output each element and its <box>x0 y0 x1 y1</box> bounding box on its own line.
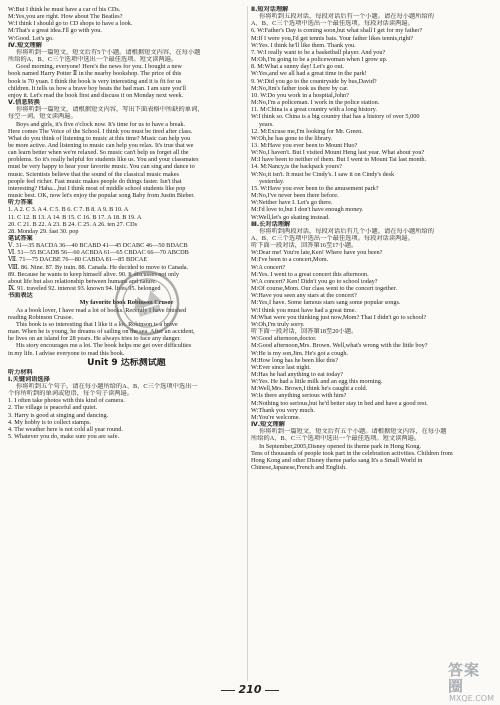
left-column-line: 笔试答案 <box>8 235 33 242</box>
right-column-line: 12. M:Excuse me,I'm looking for Mr. Green. <box>251 127 363 135</box>
left-column-line: man. When he is young, he dreams of sailing on the sea. After an accident, <box>8 328 195 336</box>
right-column-line: W:I think you must have had a great time. <box>251 306 357 314</box>
right-column-line: W:Is there anything serious with him? <box>251 392 347 400</box>
right-column-line: yesterday. <box>259 177 285 185</box>
right-column-line: M:What were you thinking just now,Mom? That I didn't go to school? <box>251 313 427 321</box>
right-column-line: M:You're welcome. <box>251 413 301 421</box>
left-column-line: Here comes The Voice of the School. I think you must be tired after class. <box>8 127 193 135</box>
right-column-line: 9. W:Did you go to the countryside by bus,David? <box>251 77 377 85</box>
right-column-line: A、B、C三个选项中选出一个最佳选项。每段对话读两遍。 <box>251 235 414 242</box>
right-column-line: Ⅱ.短对话理解 <box>251 6 289 13</box>
left-column-line: M:Yes,you are right. How about The Beatles? <box>8 13 123 21</box>
right-column-line: 7. W:I really want to be a basketball player. And you? <box>251 48 386 56</box>
page-number-text: 210 <box>238 683 262 696</box>
left-column-line: Ⅴ. 31—35 BACDA 36—40 BCABD 41—45 DCABC 46—50 BDACB <box>8 242 188 250</box>
left-column-line: Boys and girls, it's five o'clock now. It's time for us to have a break. <box>16 120 186 128</box>
left-column-line: Unit 9 达标测试题 <box>87 357 166 368</box>
right-column-line: W:He is my son,Jim. He's got a cough. <box>251 349 349 357</box>
left-column-line: 每空一词。短文读两遍。 <box>8 113 77 121</box>
left-column-line: music. Scientists believe that the sound of the classical music makes <box>8 170 179 178</box>
right-column-line: Hong Kong and other Disney theme parks sang It's a Small World in <box>251 456 423 464</box>
right-column-line: W:No,it isn't. It must be Cindy's. I saw it on Cindy's desk <box>251 170 395 178</box>
left-column-line: 1. A 2. C 3. A 4. C 5. B 6. C 7. B 8. A 9. B 10. A <box>8 206 129 214</box>
right-column-line: Ⅳ.短文理解 <box>251 421 285 429</box>
right-column-line: W:A concert? <box>251 263 286 271</box>
left-column-line: Ⅳ.短文理解 <box>8 41 42 49</box>
right-column-line: M:I've been to a concert,Mom. <box>251 256 329 264</box>
right-column-line: 8. M:What a sunny day! Let's go out. <box>251 63 344 71</box>
right-column-line: M:Well,Mrs. Brown,I think he's caught a cold. <box>251 385 368 393</box>
right-column-line: M:Oh,I'm going to be a policewoman when I grow up. <box>251 56 388 64</box>
right-column-line: W:Thank you very much. <box>251 406 315 414</box>
right-column-line: 11. M:China is a great country with a long history. <box>251 106 377 114</box>
left-column-line: 28. Monday 29. fast 30. pop <box>8 227 79 235</box>
right-column-line: years. <box>259 120 274 128</box>
column-divider <box>247 6 248 681</box>
site-watermark <box>448 661 494 703</box>
right-column-line: 10. W:Do you work in a hospital,John? <box>251 91 349 99</box>
right-column-line: 听下面一段对话，回答第18至20小题。 <box>251 328 358 336</box>
right-column-line: W:Neither have I. Let's go there. <box>251 199 333 207</box>
left-column-line: 个你所听到的单词或短语，每个句子读两遍。 <box>8 390 133 398</box>
right-column-line: W:Yes,and we all had a great time in the park! <box>251 70 367 78</box>
right-column-line: M:Yes,I have. Some famous stars sang some popular songs. <box>251 299 401 307</box>
right-column-line: M:No,I've never been there before. <box>251 192 339 200</box>
right-column-line: M:I have been to neither of them. But I went to Mount Tai last month. <box>251 156 427 164</box>
right-column-line: M:No,Jim's father took us there by car. <box>251 84 349 92</box>
right-column-line: In September,2005,Disney opened its theme park in Hong Kong. <box>259 442 422 450</box>
right-column-line: 14. M:Nancy,is the backpack yours? <box>251 163 342 171</box>
left-column-line: music best. OK, now let's enjoy the popular song Baby from Justin Bieber. <box>8 192 195 200</box>
left-column-line: M:That's a great idea.I'll go with you. <box>8 27 102 35</box>
left-column-line: 20. C 21. B 22. A 23. B 24. C 25. A 26. ten 27. CDs <box>8 220 138 228</box>
right-column-line: W:A concert? Ken! Didn't you go to school today? <box>251 277 378 285</box>
right-column-line: 15. W:Have you ever been to the amusement park? <box>251 184 379 192</box>
right-column-line: A、B、C三个选项中选出一个最佳选项。每段对话读两遍。 <box>251 20 414 28</box>
right-column-line: 听下面一段对话，回答第16至17小题。 <box>251 242 358 250</box>
right-column-line: 你将听到五段对话，每段对话后有一个小题。请在每小题所给的 <box>259 13 434 21</box>
right-column-line: Chinese,Japanese,French and English. <box>251 464 347 471</box>
right-column <box>251 6 492 471</box>
left-column-line: 你将听到一篇短文，短文后有5个小题。请根据短文内容，在每小题 <box>16 48 201 56</box>
right-column-line: Ⅲ.长对话理解 <box>251 220 291 228</box>
right-column-line: 你将听到一篇短文，短文后有五个小题。请根据短文内容，在每小题 <box>259 428 447 436</box>
left-column-line: can learn better when we're relaxed. So music can't help us forget all the <box>8 149 189 157</box>
left-column-line: people feel richer. Fast music makes people do things faster. Isn't that <box>8 177 182 185</box>
watermark-url: MXQE.COM <box>448 694 494 703</box>
left-column-line: interesting? Haha...,but I think most of middle school students like pop <box>8 184 186 192</box>
left-column-line: His story encourages me a lot. The book helps me get over difficulties <box>16 342 192 350</box>
left-column-line: 2. The village is peaceful and quiet. <box>8 404 98 412</box>
left-column-line: My favorite book Robinson Crusoe <box>79 299 174 307</box>
left-column-line: 听力答案 <box>8 199 33 207</box>
left-column-line: As a book lover, I have read a lot of books. Recently I have finished <box>16 306 187 314</box>
left-column-line: 5. Whatever you do, make sure you are safe. <box>8 433 120 441</box>
right-column-line: W:Well,let's go skating instead. <box>251 213 330 221</box>
left-column-line: 4. My hobby is to collect stamps. <box>8 418 91 426</box>
right-column-line: W:Yes. I think he'll like them. Thank you. <box>251 41 356 49</box>
left-column-line: Ⅰ.关键词语选择 <box>8 375 50 383</box>
right-column-line: W:No,I haven't. But I visited Mount Heng last year. What about you? <box>251 149 425 157</box>
left-column-line: What do you think of listening to music at this time? Music can help you <box>8 134 191 142</box>
right-column-line: M:I'd love to,but I don't have enough money. <box>251 206 364 214</box>
right-column-line: M:Of course,Mom. Our class went to the concert together. <box>251 285 397 293</box>
right-column-line: M:Yes. I went to a great concert this afternoon. <box>251 270 369 278</box>
left-column-line: W:Good. Let's go. <box>8 34 54 42</box>
right-column-line: W:Good afternoon,doctor. <box>251 335 317 343</box>
left-column-line: Ⅴ.信息转换 <box>8 99 40 107</box>
left-column-line: problems. So it's really helpful for students like us. You and your classmates <box>8 156 199 164</box>
right-column-line: W:Oh,I'm truly sorry. <box>251 320 305 328</box>
right-column-line: W:Yes. He had a little milk and an egg this morning. <box>251 378 383 386</box>
right-column-line: M:Has he had anything to eat today? <box>251 370 343 378</box>
left-column-line: book is 70 yuan. I think the book is very interesting and it is fit for us <box>8 77 182 85</box>
right-column-line: M:How long has he been like this? <box>251 356 339 364</box>
left-column-line: This book is so interesting that I like it a lot. Robinson is a brave <box>16 320 178 328</box>
right-column-line: W:I think so. China is a big country that has a history of over 5,000 <box>251 113 420 121</box>
right-column-line: M:No,I'm a policeman. I work in the police station. <box>251 99 380 107</box>
right-column-line: W:Ever since last night. <box>251 363 311 371</box>
left-column-line: in my life. I advise everyone to read this book. <box>8 349 125 357</box>
right-column-line: 6. W:Father's Day is coming soon,but what shall I get for my father? <box>251 27 423 35</box>
right-column-line: 所给的A、B、C三个选项中选出一个最佳选项。短文读两遍。 <box>251 435 421 443</box>
right-column-line: W:Dear me! You're late,Ken! Where have you been? <box>251 249 383 257</box>
left-column-line: Ⅷ. 86. Nine. 87. By train. 88. Canada. He decided to move to Canada. <box>8 263 189 271</box>
left-column-line: must be very happy to hear your favorite music. You can sing and dance to <box>8 163 195 171</box>
left-column-line: Ⅶ. 71—75 DACBE 76—80 CABDA 81—85 BDCAE <box>8 256 148 264</box>
right-column-line: M:Good afternoon,Mrs. Brown. Well,what's wrong with the little boy? <box>251 342 428 350</box>
left-column-line: 11. C 12. B 13. A 14. B 15. C 16. B 17. A 18. B 19. A <box>8 213 142 221</box>
page-number <box>0 683 500 696</box>
left-column-line: about life but also relationship between humans and nature. <box>8 277 157 285</box>
left-column-line: reading Robinson Crusoe. <box>8 313 74 321</box>
left-column-line: book named Harry Potter Ⅱ in the nearby bookshop. The price of this <box>8 70 182 78</box>
watermark-logo-text: 答案圈 <box>448 661 481 695</box>
left-column-line: 89. Because he wants to keep himself alive. 90. It discusses not only <box>8 270 179 278</box>
right-column-line: Tens of thousands of people took part in the celebration activities. Children from <box>251 449 453 457</box>
right-column-line: M:Nothing too serious,but he'd better stay in bed and have a good rest. <box>251 399 428 407</box>
right-column-line: M:If I were you,I'd get tennis bats. Your father likes tennis,right? <box>251 34 414 42</box>
left-column-line: be more active. And listening to music can help you relax. It's true that we <box>8 141 194 149</box>
left-column-line: 3. Harry is good at singing and dancing. <box>8 411 109 419</box>
left-column-line: 书面表达 <box>8 292 33 300</box>
left-column-line: Ⅵ. 51—55 BCADB 56—60 ACBDA 61—65 CBDAC 66—70 ABCDB <box>8 249 189 257</box>
left-column-line: 4. The weather here is not cold all year round. <box>8 425 123 433</box>
left-column-line: children. It tells us how a brave boy beats the bad man. I am sure you'll <box>8 84 186 92</box>
left-column-line: 1. I often take photos with this kind of camera. <box>8 397 125 405</box>
left-column-line: Good morning, everyone! Here's the news for you. I bought a new <box>16 63 182 71</box>
right-column-line: W:Oh,he has gone to the library. <box>251 134 333 142</box>
right-column-line: 13. M:Have you ever been to Mount Huo? <box>251 141 358 149</box>
right-column-line: W:Have you seen any stars at the concert? <box>251 292 357 300</box>
left-column-line: W:I think I should go to CD shops to have a look. <box>8 20 133 28</box>
left-column-line: 你将听到一篇短文，请根据短文内容，写出下面表格中所缺的单词， <box>16 106 204 114</box>
left-column-line: 你将听到五个句子。请在每小题所给的A、B、C三个选项中选出一 <box>16 382 198 390</box>
left-column-line: Ⅸ. 91. traveled 92. interest 93. known 94. lives 95. belonged <box>8 285 161 293</box>
left-column-line: enjoy it. Let's read the book first and discuss it on Monday next week. <box>8 91 184 99</box>
left-column-line: 所给的A、B、C三个选项中选出一个最佳选项。短文读两遍。 <box>8 56 178 64</box>
left-column-line: he lives on an island for 28 years. He always tries to face any danger. <box>8 335 181 343</box>
left-column-line: W:But I think he must have a car of his CDs. <box>8 6 121 13</box>
left-column <box>8 6 245 440</box>
right-column-line: 你将听到两段对话，每段对话后有几个小题。请在每小题所给的 <box>259 227 434 235</box>
left-column-line: 听力材料 <box>8 368 33 376</box>
